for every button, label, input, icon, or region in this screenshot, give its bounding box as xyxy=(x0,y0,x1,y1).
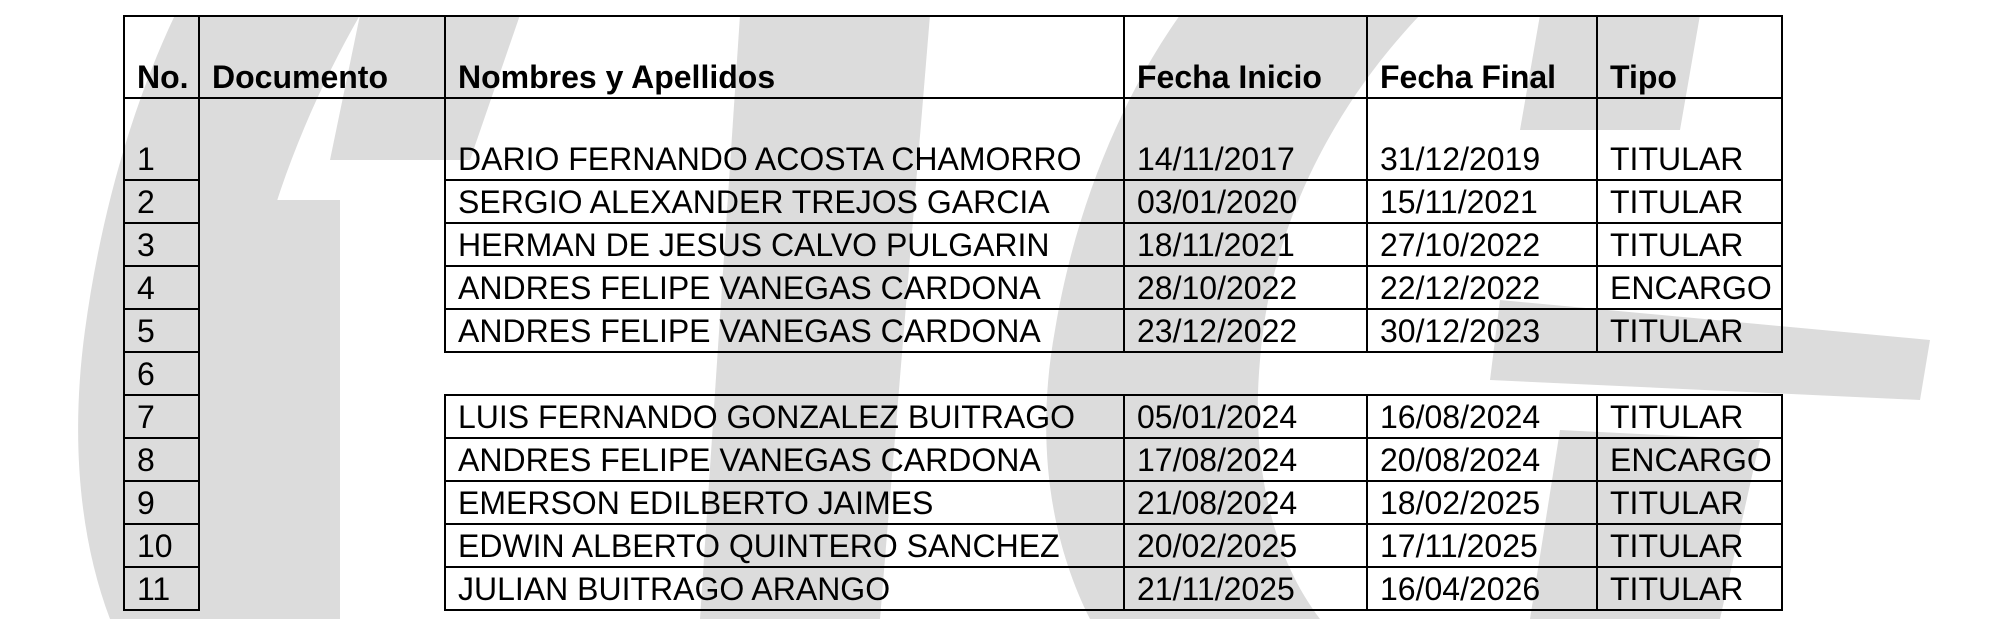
cell-fecha-inicio: 03/01/2020 xyxy=(1124,180,1367,223)
header-fecha-final: Fecha Final xyxy=(1367,16,1597,98)
table-row xyxy=(124,180,1782,223)
cell-tipo: TITULAR xyxy=(1597,223,1782,266)
cell-nombres: ANDRES FELIPE VANEGAS CARDONA xyxy=(445,266,1124,309)
cell-tipo: TITULAR xyxy=(1597,567,1782,610)
cell-no: 2 xyxy=(124,180,199,223)
table-row xyxy=(124,98,1782,180)
cell-documento xyxy=(199,352,445,395)
cell-tipo: TITULAR xyxy=(1597,524,1782,567)
header-documento: Documento xyxy=(199,16,445,98)
cell-documento xyxy=(199,567,445,610)
cell-fecha-final: 16/08/2024 xyxy=(1367,395,1597,438)
cell-fecha-inicio: 18/11/2021 xyxy=(1124,223,1367,266)
cell-tipo: TITULAR xyxy=(1597,309,1782,352)
cell-nombres: EDWIN ALBERTO QUINTERO SANCHEZ xyxy=(445,524,1124,567)
cell-no: 11 xyxy=(124,567,199,610)
cell-fecha-inicio xyxy=(1124,352,1367,395)
cell-nombres: ANDRES FELIPE VANEGAS CARDONA xyxy=(445,309,1124,352)
cell-fecha-inicio: 21/11/2025 xyxy=(1124,567,1367,610)
cell-nombres: SERGIO ALEXANDER TREJOS GARCIA xyxy=(445,180,1124,223)
cell-nombres xyxy=(445,352,1124,395)
cell-no: 10 xyxy=(124,524,199,567)
header-no: No. xyxy=(124,16,199,98)
cell-fecha-inicio: 21/08/2024 xyxy=(1124,481,1367,524)
cell-documento xyxy=(199,395,445,438)
officials-table xyxy=(123,15,1783,611)
cell-nombres: LUIS FERNANDO GONZALEZ BUITRAGO xyxy=(445,395,1124,438)
cell-nombres: HERMAN DE JESUS CALVO PULGARIN xyxy=(445,223,1124,266)
table-row xyxy=(124,567,1782,610)
cell-tipo: ENCARGO xyxy=(1597,438,1782,481)
table-row xyxy=(124,524,1782,567)
cell-fecha-final: 30/12/2023 xyxy=(1367,309,1597,352)
cell-tipo xyxy=(1597,352,1782,395)
cell-documento xyxy=(199,98,445,180)
table-row xyxy=(124,266,1782,309)
cell-documento xyxy=(199,309,445,352)
header-tipo: Tipo xyxy=(1597,16,1782,98)
cell-nombres: DARIO FERNANDO ACOSTA CHAMORRO xyxy=(445,98,1124,180)
table-row xyxy=(124,309,1782,352)
table-header-row xyxy=(124,16,1782,98)
cell-fecha-inicio: 14/11/2017 xyxy=(1124,98,1367,180)
cell-documento xyxy=(199,481,445,524)
cell-no: 7 xyxy=(124,395,199,438)
cell-no: 6 xyxy=(124,352,199,395)
cell-no: 4 xyxy=(124,266,199,309)
table-row xyxy=(124,352,1782,395)
cell-fecha-final xyxy=(1367,352,1597,395)
cell-fecha-final: 16/04/2026 xyxy=(1367,567,1597,610)
header-fecha-inicio: Fecha Inicio xyxy=(1124,16,1367,98)
cell-tipo: TITULAR xyxy=(1597,481,1782,524)
cell-fecha-inicio: 05/01/2024 xyxy=(1124,395,1367,438)
cell-no: 9 xyxy=(124,481,199,524)
cell-documento xyxy=(199,524,445,567)
cell-fecha-inicio: 20/02/2025 xyxy=(1124,524,1367,567)
cell-no: 5 xyxy=(124,309,199,352)
cell-fecha-inicio: 17/08/2024 xyxy=(1124,438,1367,481)
cell-fecha-final: 22/12/2022 xyxy=(1367,266,1597,309)
cell-documento xyxy=(199,223,445,266)
table-row xyxy=(124,481,1782,524)
cell-fecha-final: 20/08/2024 xyxy=(1367,438,1597,481)
cell-tipo: ENCARGO xyxy=(1597,266,1782,309)
cell-no: 1 xyxy=(124,98,199,180)
cell-tipo: TITULAR xyxy=(1597,180,1782,223)
cell-no: 3 xyxy=(124,223,199,266)
cell-fecha-inicio: 28/10/2022 xyxy=(1124,266,1367,309)
cell-documento xyxy=(199,180,445,223)
cell-fecha-final: 31/12/2019 xyxy=(1367,98,1597,180)
cell-nombres: JULIAN BUITRAGO ARANGO xyxy=(445,567,1124,610)
table-row xyxy=(124,395,1782,438)
cell-tipo: TITULAR xyxy=(1597,98,1782,180)
table-row xyxy=(124,438,1782,481)
cell-fecha-final: 15/11/2021 xyxy=(1367,180,1597,223)
cell-fecha-inicio: 23/12/2022 xyxy=(1124,309,1367,352)
cell-no: 8 xyxy=(124,438,199,481)
cell-fecha-final: 27/10/2022 xyxy=(1367,223,1597,266)
cell-fecha-final: 17/11/2025 xyxy=(1367,524,1597,567)
header-nombres: Nombres y Apellidos xyxy=(445,16,1124,98)
cell-nombres: ANDRES FELIPE VANEGAS CARDONA xyxy=(445,438,1124,481)
cell-fecha-final: 18/02/2025 xyxy=(1367,481,1597,524)
cell-documento xyxy=(199,266,445,309)
cell-nombres: EMERSON EDILBERTO JAIMES xyxy=(445,481,1124,524)
cell-tipo: TITULAR xyxy=(1597,395,1782,438)
cell-documento xyxy=(199,438,445,481)
table-row xyxy=(124,223,1782,266)
